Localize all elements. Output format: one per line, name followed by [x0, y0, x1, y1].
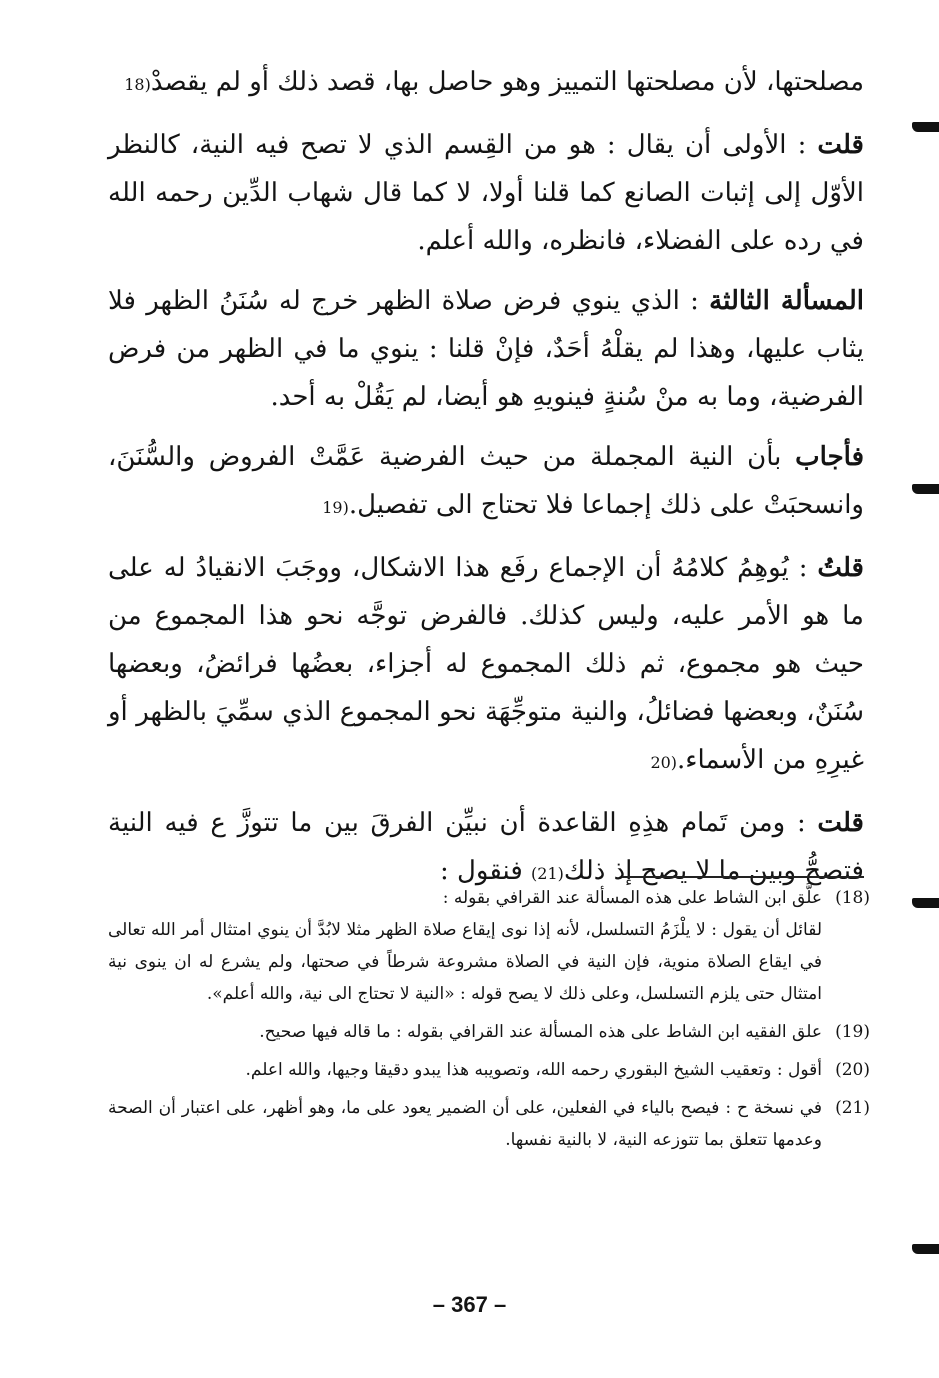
paragraph — [108, 433, 864, 532]
paragraph-lead: قلتُ — [817, 553, 864, 583]
footnote-line: علق الفقيه ابن الشاط على هذه المسألة عند القرافي بقوله : ما قاله فيها صحيح. — [259, 1022, 822, 1042]
footnote-text — [108, 1054, 822, 1086]
footnote-number: (19) — [835, 1022, 870, 1042]
paragraph-text: : يُوهِمُ كلامُهُ أن الإجماع رفَع هذا الاشكال، ووجَبَ الانقيادُ له على ما هو الأمر عليه، وليس كذلك. فالفرض توجَّه نحو هذا المجموع من حيث هو مجموع، ثم ذلك المجموع له أجزاء، بعضُها فرائضُ، وبعضها سُنَنٌ، وبعضها فضائلُ، والنية متوجِّهَة نحو المجموع الذي سمِّيَ بالظهر أو غيرِهِ من الأسماء. — [108, 553, 864, 775]
main-text — [108, 58, 864, 910]
paragraph — [108, 58, 864, 109]
scan-edge-mark — [912, 122, 939, 132]
footnote — [108, 882, 870, 1010]
paragraph-lead: قلت — [817, 130, 864, 160]
footnote-line: علَّق ابن الشاط على هذه المسألة عند القرافي بقوله : — [442, 888, 822, 908]
paragraph-text: : الأولى أن يقال : هو من القِسم الذي لا تصح فيه النية، كالنظر الأوّل إلى إثبات الصانع كما قلنا أولا، لا كما قال شهاب الدِّين رحمه الله في رده على الفضلاء، فانظره، والله أعلم. — [108, 130, 864, 256]
paragraph — [108, 277, 864, 421]
footnote-line: أقول : وتعقيب الشيخ البقوري رحمه الله، وتصويبه هذا يبدو دقيقا وجيها، والله اعلم. — [245, 1060, 822, 1080]
footnote — [108, 1016, 870, 1048]
paragraph-lead: المسألة الثالثة — [709, 286, 865, 316]
paragraph-tail: فنقول : — [440, 856, 532, 886]
footnote-line: لقائل أن يقول : لا يلْزَمُ التسلسل، لأنه إذا نوى إيقاع صلاة الظهر مثلا لابُدَّ أن ينوي امتثال أمر الله تعالى في ايقاع الصلاة منوية، فإن النية في الصلاة مشروعة شرطاً في صحتها، ولم يشرع له ان ينوى نية امتثال حتى يلزم التسلسل، وعلى ذلك لا يصح قوله : «النية لا تحتاج الى نية، والله أعلم». — [108, 920, 822, 1004]
footnote-text — [108, 1016, 822, 1048]
footnote-number: (18) — [835, 888, 870, 908]
paragraph-lead: فأجاب — [795, 442, 864, 472]
footnote-ref[interactable]: (21) — [531, 864, 564, 883]
footnote-number: (20) — [835, 1060, 870, 1080]
scan-edge-mark — [912, 1244, 939, 1254]
footnote-number: (21) — [835, 1098, 870, 1118]
paragraph-text: بأن النية المجملة من حيث الفرضية عَمَّتْ الفروض والسُّنَنَ، وانسحبَتْ على ذلك إجماعا فلا تحتاج الى تفصيل. — [108, 442, 864, 520]
footnote-separator — [622, 876, 864, 878]
scan-edge-mark — [912, 484, 939, 494]
footnote — [108, 1054, 870, 1086]
footnote — [108, 1092, 870, 1156]
footnote-text — [108, 882, 822, 1010]
scan-edge-mark — [912, 898, 939, 908]
paragraph — [108, 121, 864, 265]
paragraph-text: : ومن تَمام هذِهِ القاعدة أن نبيِّن الفرقَ بين ما تتوزَّ ع فيه النية فتصحُّ وبين ما لا يصح إذ ذلك — [108, 808, 864, 886]
footnote-ref[interactable]: (20 — [650, 753, 678, 772]
paragraph-text: : الذي ينوي فرض صلاة الظهر خرج له سُنَنُ الظهر فلا يثاب عليها، وهذا لم يقلْهُ أحَدٌ، فإنْ قلنا : ينوي ما في الظهر من فرض الفرضية، وما به منْ سُنةٍ فينويهِ هو أيضا، لم يَقُلْ به أحد. — [108, 286, 864, 412]
page-number: – 367 – — [432, 1292, 507, 1317]
footnote-line: في نسخة ح : فيصح بالياء في الفعلين، على أن الضمير يعود على ما، وهو أظهر، على اعتبار أن الصحة وعدمها تتعلق بما تتوزعه النية، لا بالنية نفسها. — [108, 1098, 822, 1150]
footnotes — [108, 882, 870, 1162]
paragraph-lead: قلت — [817, 808, 864, 838]
paragraph — [108, 544, 864, 787]
footnote-text — [108, 1092, 822, 1156]
footnote-ref[interactable]: (18 — [124, 75, 151, 94]
paragraph-text: مصلحتها، لأن مصلحتها التمييز وهو حاصل بها، قصد ذلك أو لم يقصدْ — [150, 67, 864, 97]
footnote-ref[interactable]: (19 — [322, 498, 349, 517]
